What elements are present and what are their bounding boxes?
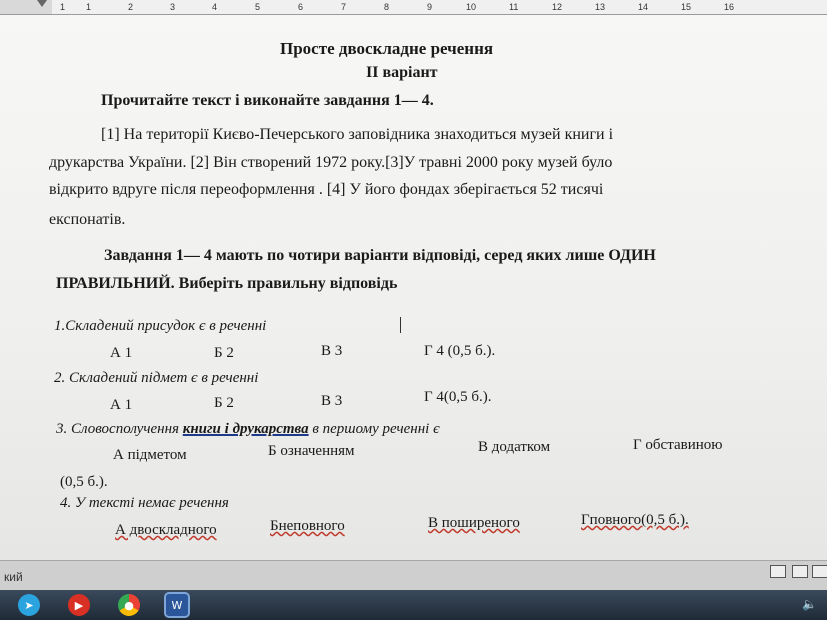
ruler-number: 11	[509, 2, 519, 12]
ruler-text-area	[52, 0, 827, 14]
print-layout-view-icon[interactable]	[770, 565, 786, 578]
ruler-number: 14	[638, 2, 649, 12]
taskbar	[0, 590, 827, 620]
q3-phrase: книги і друкарства	[182, 421, 309, 437]
doc-variant: II варіант	[366, 64, 438, 81]
doc-instruction: Прочитайте текст і виконайте завдання 1— 4.	[101, 92, 434, 109]
ruler-number: 1	[60, 2, 66, 12]
q3-option-d: Г обставиною	[633, 437, 723, 453]
question-2: 2. Складений підмет є в реченні	[54, 370, 259, 386]
q1-option-d: Г 4 (0,5 б.).	[424, 343, 496, 359]
ruler-number: 9	[427, 2, 433, 12]
q1-option-c: В 3	[321, 343, 343, 359]
q4-option-d: Гповного(0,5 б.).	[581, 512, 689, 528]
doc-title: Просте двоскладне речення	[280, 39, 494, 58]
indent-marker[interactable]	[37, 0, 47, 7]
telegram-icon[interactable]: ➤	[18, 594, 40, 616]
q2-option-c: В 3	[321, 393, 343, 409]
video-player-icon[interactable]: ▶	[68, 594, 90, 616]
question-1: 1.Складений присудок є в реченні	[54, 318, 267, 334]
ruler-number: 2	[128, 2, 134, 12]
status-bar	[0, 560, 827, 591]
q2-option-a: А 1	[110, 397, 133, 413]
volume-icon[interactable]: 🔈	[802, 597, 817, 611]
text-cursor-icon	[400, 317, 409, 333]
q3-points: (0,5 б.).	[60, 474, 108, 490]
tasks-intro-line: ПРАВИЛЬНИЙ. Виберіть правильну відповідь	[56, 275, 398, 292]
q1-option-a: А 1	[110, 345, 133, 361]
q3-option-a: А підметом	[113, 447, 187, 463]
ruler-number: 7	[341, 2, 347, 12]
ruler-number: 10	[466, 2, 477, 12]
ruler-number: 4	[212, 2, 218, 12]
ruler-number: 16	[724, 2, 735, 12]
horizontal-ruler[interactable]	[0, 0, 827, 15]
q3-option-b: Б означенням	[268, 443, 355, 459]
ruler-number: 12	[552, 2, 563, 12]
q3-suffix: в першому реченні є	[312, 421, 440, 437]
ruler-number: 13	[595, 2, 606, 12]
q2-option-b: Б 2	[214, 395, 234, 411]
q4-option-c: В поширеного	[428, 515, 520, 531]
tasks-intro-line: Завдання 1— 4 мають по чотири варіанти відповіді, серед яких лише ОДИН	[104, 247, 656, 264]
ruler-number: 15	[681, 2, 692, 12]
ruler-number: 5	[255, 2, 261, 12]
question-3	[56, 421, 440, 438]
read-mode-view-icon[interactable]	[812, 565, 827, 578]
q3-option-c: В додатком	[478, 439, 551, 455]
ruler-number: 8	[384, 2, 390, 12]
ruler-number: 3	[170, 2, 176, 12]
paragraph-line: [1] На території Києво-Печерського заповідника знаходиться музей книги і	[101, 126, 614, 143]
language-indicator[interactable]: кий	[4, 570, 23, 584]
paragraph-line: експонатів.	[49, 211, 126, 228]
q4-option-b: Бнеповного	[270, 518, 345, 534]
document-page[interactable]	[0, 15, 827, 560]
word-icon[interactable]: W	[166, 594, 188, 616]
web-layout-view-icon[interactable]	[792, 565, 808, 578]
ruler-number: 1	[86, 2, 92, 12]
q4-option-a: А двоскладного	[115, 522, 217, 538]
q2-option-d: Г 4(0,5 б.).	[424, 389, 492, 405]
paragraph-line: відкрито вдруге після переоформлення . [4] У його фондах зберігається 52 тисячі	[49, 181, 604, 198]
q3-prefix: 3. Словосполучення	[56, 421, 183, 437]
ruler-number: 6	[298, 2, 304, 12]
chrome-icon[interactable]: ●	[118, 594, 140, 616]
q1-option-b: Б 2	[214, 345, 234, 361]
paragraph-line: друкарства України. [2] Він створений 1972 року.[3]У травні 2000 року музей було	[49, 154, 613, 171]
question-4: 4. У тексті немає речення	[60, 495, 229, 511]
